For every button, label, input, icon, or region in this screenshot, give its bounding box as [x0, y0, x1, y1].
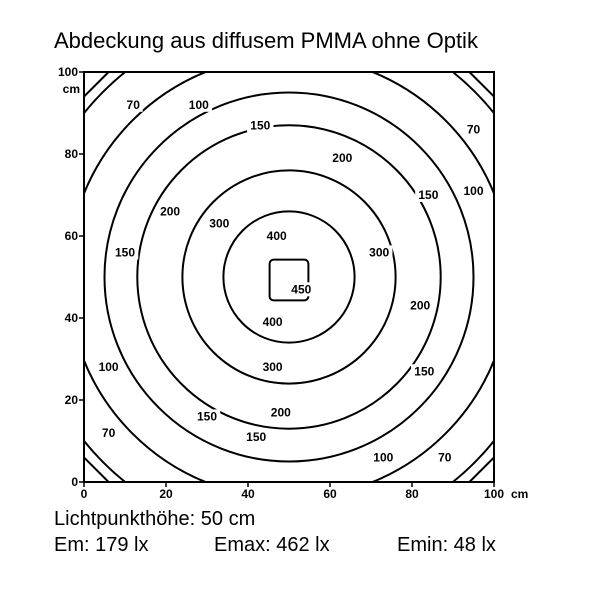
contour-label: 150 [414, 364, 435, 379]
contour-label: 400 [266, 229, 287, 243]
contour-label: 100 [98, 360, 119, 375]
contour-label: 150 [246, 429, 267, 444]
contour-line-corner [84, 72, 109, 97]
emin-value: Emin: 48 lx [397, 534, 496, 556]
contour-label: 150 [196, 409, 218, 424]
plot-frame [84, 72, 494, 482]
contour-label: 450 [291, 282, 312, 297]
x-tick-label: 20 [159, 487, 173, 501]
y-tick-label: 40 [64, 311, 78, 325]
contour-line-300 [182, 170, 395, 383]
contour-label: 200 [410, 298, 431, 313]
contour-label: 150 [418, 188, 439, 202]
y-tick-label: 60 [64, 229, 78, 243]
x-tick-label: 0 [80, 487, 88, 501]
contour-label: 100 [463, 183, 484, 198]
contour-label: 150 [250, 118, 271, 133]
x-axis-unit: cm [511, 487, 529, 501]
em-value: Em: 179 lx [54, 534, 149, 556]
contour-label: 70 [466, 122, 481, 137]
emax-value: Emax: 462 lx [214, 534, 330, 556]
x-tick-label: 80 [405, 487, 419, 501]
y-tick-label: 80 [64, 147, 78, 161]
y-axis-unit: cm [62, 82, 80, 96]
x-tick-label: 100 [484, 487, 505, 501]
contour-label: 200 [332, 151, 353, 166]
y-tick-label: 0 [71, 475, 78, 489]
contour-label: 100 [373, 450, 394, 465]
y-tick-label: 20 [64, 393, 78, 407]
contour-label: 200 [160, 204, 181, 219]
contour-line-100 [68, 56, 511, 499]
contour-label: 70 [438, 450, 452, 465]
contour-line-corner [84, 457, 109, 482]
contour-line-corner [469, 457, 494, 482]
contour-label: 400 [262, 315, 283, 330]
light-height-label: Lichtpunkthöhe: 50 cm [54, 508, 256, 530]
contour-labels [95, 98, 486, 465]
contour-lines [27, 15, 552, 540]
contour-label: 100 [188, 97, 209, 112]
x-tick-label: 60 [323, 487, 337, 501]
contour-label: 300 [262, 360, 283, 375]
contour-label: 300 [369, 245, 390, 260]
contour-label: 150 [114, 245, 136, 260]
contour-line-corner [469, 72, 494, 97]
y-tick-label: 100 [57, 65, 78, 79]
contour-label: 300 [209, 216, 230, 231]
contour-label: 70 [126, 97, 140, 112]
contour-label: 200 [270, 405, 291, 420]
x-tick-label: 40 [241, 487, 255, 501]
chart-title: Abdeckung aus diffusem PMMA ohne Optik [54, 28, 478, 53]
contour-label: 70 [101, 425, 116, 440]
